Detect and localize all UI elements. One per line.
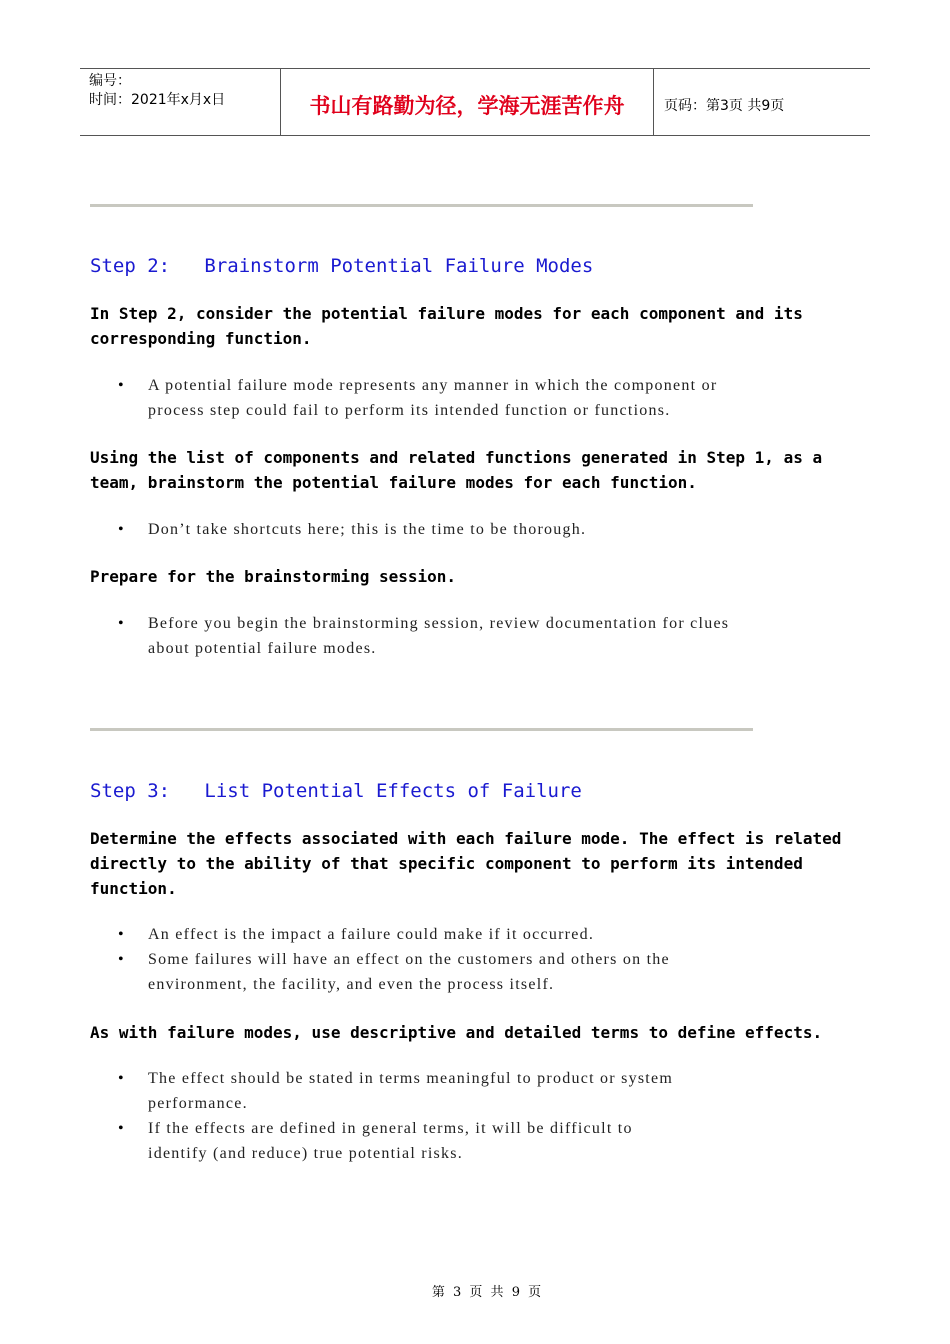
list-item-text: Some failures will have an effect on the customers and others on the environment, the facility, and even the process itself. [148, 951, 670, 993]
step3-paragraph-1: Determine the effects associated with each failure mode. The effect is related directly to the ability of that specific component to perform its intended function. [90, 829, 842, 898]
list-item [90, 1066, 870, 1116]
bullet-icon: • [118, 521, 125, 538]
section-divider [90, 728, 753, 731]
step2-paragraph-2: Using the list of components and related functions generated in Step 1, as a team, brainstorm the potential failure modes for each function. [90, 448, 823, 492]
list-item-text: A potential failure mode represents any manner in which the component or process step could fail to perform its intended function or functions. [148, 377, 718, 419]
list-item-text: If the effects are defined in general terms, it will be difficult to identify (and reduce) true potential risks. [148, 1120, 633, 1162]
header-motto: 书山有路勤为径，学海无涯苦作舟 [281, 69, 654, 135]
header-meta [80, 69, 281, 135]
list-item-text: An effect is the impact a failure could make if it occurred. [148, 926, 595, 943]
bullet-icon: • [118, 1070, 125, 1087]
step2-bullets-2 [90, 517, 870, 542]
header-page-info: 页码：第3页 共9页 [664, 98, 785, 114]
document-header [80, 68, 870, 136]
bullet-icon: • [118, 377, 125, 394]
step3-bullets-2 [90, 1066, 870, 1166]
list-item [90, 922, 870, 947]
step2-heading: Step 2: Brainstorm Potential Failure Modes [90, 255, 594, 277]
step3-paragraph-2: As with failure modes, use descriptive and detailed terms to define effects. [90, 1023, 823, 1042]
step3-bullets-1 [90, 922, 870, 997]
step2-paragraph-1: In Step 2, consider the potential failure modes for each component and its corresponding function. [90, 304, 803, 348]
bullet-icon: • [118, 1120, 125, 1137]
list-item [90, 517, 870, 542]
bullet-icon: • [118, 926, 125, 943]
number-label: 编号： [89, 73, 131, 89]
list-item [90, 947, 870, 997]
list-item-text: Don’t take shortcuts here; this is the time to be thorough. [148, 521, 587, 538]
step2-bullets-1 [90, 373, 870, 423]
bullet-icon: • [118, 951, 125, 968]
section-divider [90, 204, 753, 207]
list-item [90, 611, 870, 661]
list-item-text: Before you begin the brainstorming session, review documentation for clues about potential failure modes. [148, 615, 730, 657]
step2-paragraph-3: Prepare for the brainstorming session. [90, 567, 457, 586]
list-item-text: The effect should be stated in terms meaningful to product or system performance. [148, 1070, 674, 1112]
bullet-icon: • [118, 615, 125, 632]
page-footer: 第 3 页 共 9 页 [431, 1285, 544, 1300]
step2-bullets-3 [90, 611, 870, 661]
date-line: 时间：2021年x月x日 [89, 92, 226, 108]
list-item [90, 1116, 870, 1166]
step3-heading: Step 3: List Potential Effects of Failure [90, 780, 582, 802]
list-item [90, 373, 870, 423]
